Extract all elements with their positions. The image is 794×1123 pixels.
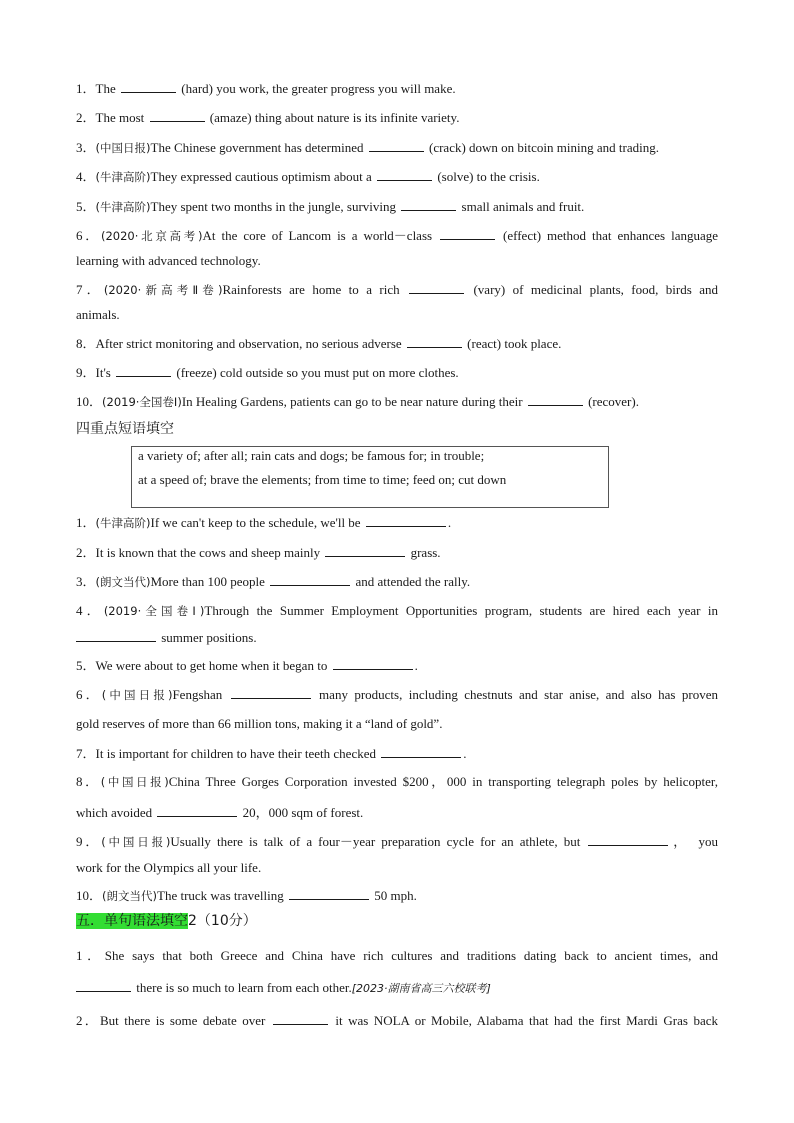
s4-item-8: 8．(中国日报)China Three Gorges Corporation invested $200，000 in transporting telegraph poles by helicopter, [76, 774, 718, 789]
s4-item-8-cont: which avoided 20，000 sqm of forest. [76, 805, 364, 820]
s3-item-8: 8．After strict monitoring and observation, no serious adverse (react) took place. [76, 336, 562, 351]
phrase-box-line-1: a variety of; after all; rain cats and dogs; be famous for; in trouble; [138, 448, 485, 463]
s4-item-4-cont: summer positions. [76, 629, 718, 646]
answer-blank[interactable] [369, 139, 424, 152]
answer-blank[interactable] [440, 227, 495, 240]
s3-item-1: 1．The (hard) you work, the greater progress you will make. [76, 81, 456, 96]
section5-heading [76, 912, 257, 930]
answer-blank[interactable] [528, 393, 583, 406]
answer-blank[interactable] [366, 514, 446, 527]
s4-item-6-cont: gold reserves of more than 66 million tons, making it a “land of gold”. [76, 716, 443, 731]
source-tag: [2023·湖南省高三六校联考] [351, 982, 491, 995]
section5-heading-highlight: 五．单句语法填空 [76, 913, 188, 929]
answer-blank[interactable] [273, 1012, 328, 1025]
s3-item-4: 4．(牛津高阶)They expressed cautious optimism about a (solve) to the crisis. [76, 169, 540, 184]
s3-item-9: 9．It's (freeze) cold outside so you must put on more clothes. [76, 365, 459, 380]
answer-blank[interactable] [401, 198, 456, 211]
s4-item-10: 10．(朗文当代)The truck was travelling 50 mph. [76, 888, 417, 903]
s3-item-6-cont: learning with advanced technology. [76, 253, 261, 268]
phrase-box-line-2: at a speed of; brave the elements; from time to time; feed on; cut down [138, 472, 507, 487]
s3-item-2: 2．The most (amaze) thing about nature is its infinite variety. [76, 110, 460, 125]
answer-blank[interactable] [377, 168, 432, 181]
answer-blank[interactable] [231, 686, 311, 699]
s3-item-6: 6．(2020·北京高考)At the core of Lancom is a world－class (effect) method that enhances language [76, 228, 718, 243]
s4-item-9-cont: work for the Olympics all your life. [76, 860, 262, 875]
s4-item-5: 5．We were about to get home when it began to . [76, 658, 418, 673]
s3-item-10: 10．(2019·全国卷Ⅰ)In Healing Gardens, patients can go to be near nature during their (recover). [76, 394, 639, 409]
s3-item-3: 3．(中国日报)The Chinese government has determined (crack) down on bitcoin mining and trading. [76, 140, 659, 155]
answer-blank[interactable] [381, 745, 461, 758]
answer-blank[interactable] [76, 979, 131, 992]
answer-blank[interactable] [325, 544, 405, 557]
s5-item-1: 1．She says that both Greece and China have rich cultures and traditions dating back to ancient times, and [76, 948, 718, 963]
answer-blank[interactable] [76, 629, 156, 642]
s4-item-9: 9．(中国日报)Usually there is talk of a four－year preparation cycle for an athlete, but ， you [76, 834, 718, 849]
answer-blank[interactable] [121, 80, 176, 93]
section5-heading-score: 2（10分） [188, 913, 257, 929]
answer-blank[interactable] [588, 833, 668, 846]
s3-item-7-cont: animals. [76, 307, 120, 322]
answer-blank[interactable] [409, 281, 464, 294]
answer-blank[interactable] [116, 364, 171, 377]
s4-item-2: 2．It is known that the cows and sheep mainly grass. [76, 545, 441, 560]
section4-heading: 四重点短语填空 [76, 421, 174, 437]
answer-blank[interactable] [333, 657, 413, 670]
s3-item-7: 7．(2020·新高考Ⅱ卷)Rainforests are home to a rich (vary) of medicinal plants, food, birds and [76, 282, 718, 297]
answer-blank[interactable] [150, 109, 205, 122]
s5-item-2: 2．But there is some debate over it was NOLA or Mobile, Alabama that had the first Mardi Gras back [76, 1013, 718, 1028]
s5-item-1-cont: there is so much to learn from each other.[2023·湖南省高三六校联考] [76, 979, 718, 997]
answer-blank[interactable] [157, 804, 237, 817]
s3-item-5: 5．(牛津高阶)They spent two months in the jungle, surviving small animals and fruit. [76, 199, 585, 214]
s4-item-7: 7．It is important for children to have their teeth checked . [76, 746, 467, 761]
s4-item-4: 4．(2019·全国卷Ⅰ)Through the Summer Employment Opportunities program, students are hired each year in [76, 603, 718, 618]
answer-blank[interactable] [407, 335, 462, 348]
phrase-box [131, 446, 609, 508]
s4-item-6: 6．(中国日报)Fengshan many products, including chestnuts and star anise, and also has proven [76, 687, 718, 702]
answer-blank[interactable] [289, 887, 369, 900]
s4-item-3: 3．(朗文当代)More than 100 people and attended the rally. [76, 574, 471, 589]
s4-item-1: 1．(牛津高阶)If we can't keep to the schedule, we'll be . [76, 515, 452, 530]
answer-blank[interactable] [270, 573, 350, 586]
